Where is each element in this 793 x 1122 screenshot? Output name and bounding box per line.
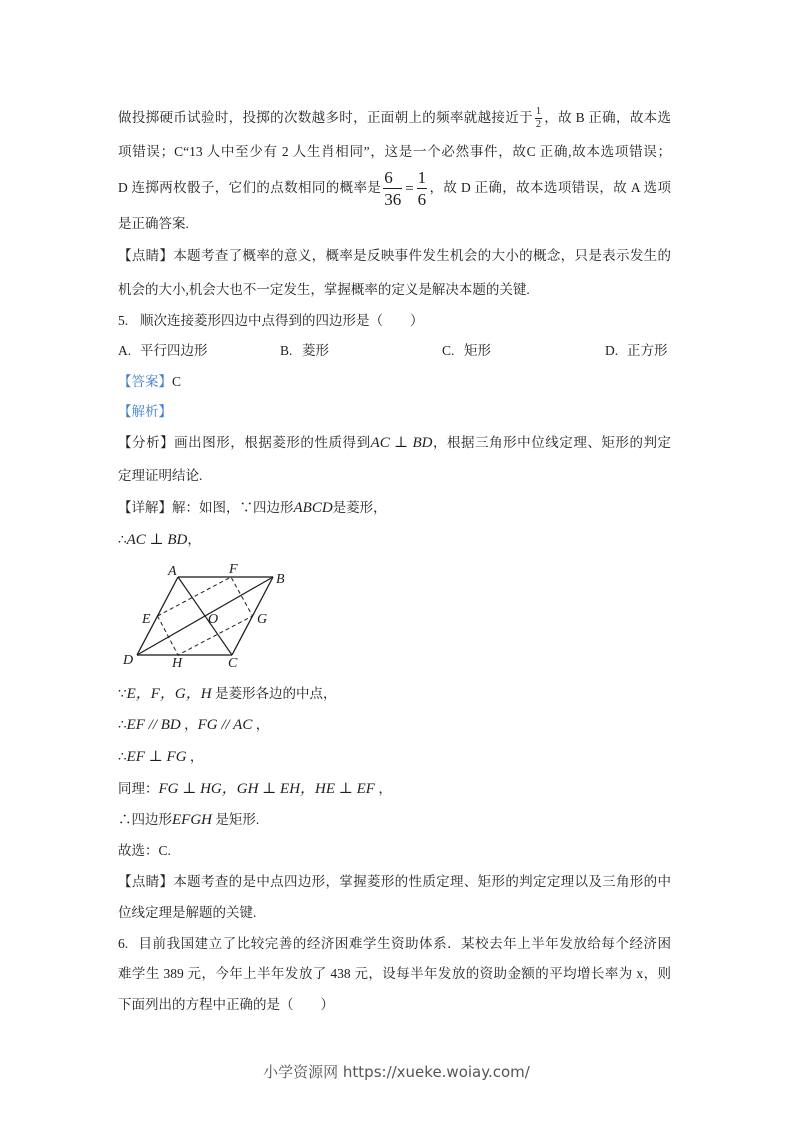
equals-sign: =	[405, 180, 414, 197]
text: ，根据三角形中位线定理、矩形的判定	[432, 435, 672, 450]
denominator: 2	[535, 119, 541, 131]
numerator: 1	[417, 168, 427, 188]
text: D 连掷两枚骰子，它们的点数相同的概率是	[118, 180, 382, 195]
q5-answer	[118, 371, 671, 393]
text: ，	[180, 717, 198, 732]
option-text: 正方形	[627, 343, 668, 358]
math-expression: FG // AC	[197, 717, 253, 733]
text: 画出图形，根据菱形的性质得到	[174, 435, 371, 450]
q6-stem-line-2: 难学生 389 元，今年上半年发放了 438 元，设每半年发放的资助金额的平均增长率为 x，则	[118, 966, 671, 981]
q4-explanation-line-3	[118, 168, 671, 210]
q5-step-2	[118, 683, 671, 705]
text: 解：如图，∵四边形	[172, 500, 294, 515]
denominator: 6	[417, 190, 427, 210]
math-expression: E，F，G，H	[126, 686, 212, 702]
math-expression: EF ⊥ FG	[126, 749, 187, 765]
comment-label: 【点睛】	[118, 248, 174, 263]
text: 做投掷硬币试验时，投掷的次数越多时，正面朝上的频率就越接近于	[118, 110, 533, 125]
comment-label: 【点睛】	[118, 874, 174, 889]
text: 同理：	[118, 781, 159, 796]
label-f: F	[229, 562, 238, 577]
q5-fenxi-line-2: 定理证明结论.	[118, 468, 203, 483]
text: 是矩形.	[212, 812, 260, 827]
q5-step-5	[118, 778, 671, 800]
q5-step-4	[118, 746, 671, 768]
option-letter: C.	[442, 343, 455, 358]
question-text: 目前我国建立了比较完善的经济困难学生资助体系．某校去年上半年发放给每个经济困	[138, 936, 671, 951]
q5-option-c	[442, 340, 491, 362]
q4-explanation-line-2: 项错误；C“13 人中至少有 2 人生肖相同”，这是一个必然事件，故C 正确,故本选项错误；	[118, 144, 671, 159]
math-expression: ABCD	[293, 500, 333, 516]
label-a: A	[168, 564, 177, 579]
footer-watermark: 小学资源网 https://xueke.woiay.com/	[263, 1063, 530, 1081]
math-expression: AC ⊥ BD	[126, 532, 188, 548]
q5-fenxi-line-1	[118, 432, 671, 454]
fraction-six-thirtysixths	[383, 169, 402, 208]
therefore-symbol: ∴	[118, 749, 127, 764]
text: ，	[186, 749, 204, 764]
label-d: D	[123, 653, 134, 668]
option-letter: D.	[605, 343, 619, 358]
fraction-one-half	[535, 107, 542, 130]
answer-label: 【答案】	[118, 374, 172, 389]
q4-explanation-line-4: 是正确答案.	[118, 216, 189, 231]
fenxi-label: 【分析】	[118, 435, 175, 450]
therefore-symbol: ∴	[118, 532, 127, 547]
q5-choice: 故选：C.	[118, 843, 171, 858]
math-expression: AC ⊥ BD	[370, 435, 433, 451]
label-c: C	[228, 656, 238, 671]
option-text: 矩形	[464, 343, 491, 358]
math-expression: FG ⊥ HG，GH ⊥ EH，HE ⊥ EF	[158, 781, 375, 797]
text: ∴四边形	[118, 812, 172, 827]
q5-option-d	[605, 340, 668, 362]
option-text: 菱形	[302, 343, 329, 358]
question-number: 6.	[118, 936, 129, 951]
q5-analysis-label: 【解析】	[118, 404, 172, 419]
q5-stem	[118, 310, 671, 332]
q6-stem-line-3: 下面列出的方程中正确的是（ ）	[118, 997, 334, 1012]
therefore-symbol: ∴	[118, 717, 127, 732]
numerator: 1	[535, 106, 541, 118]
math-expression: EF // BD	[126, 717, 181, 733]
question-text: 顺次连接菱形四边中点得到的四边形是（ ）	[140, 313, 424, 328]
question-number: 5.	[118, 313, 129, 328]
xiangjie-label: 【详解】	[118, 500, 172, 515]
fraction-one-sixth	[417, 169, 428, 208]
text: 本题考查的是中点四边形，掌握菱形的性质定理、矩形的判定定理以及三角形的中	[173, 874, 672, 889]
text: 本题考查了概率的意义，概率是反映事件发生机会的大小的概念，只是表示发生的	[173, 248, 672, 263]
q4-comment-line-2: 机会的大小,机会大也不一定发生，掌握概率的定义是解决本题的关键.	[118, 282, 530, 297]
q5-step-6	[118, 809, 671, 831]
option-letter: B.	[280, 343, 293, 358]
numerator: 6	[383, 169, 402, 189]
q4-comment-line-1	[118, 245, 671, 267]
text: ，故 D 正确，故本选项错误，故 A 选项	[429, 180, 671, 195]
option-letter: A.	[118, 343, 132, 358]
text: 是菱形，	[332, 500, 387, 515]
q5-step-3	[118, 714, 671, 736]
q4-explanation-line-1	[118, 107, 671, 129]
label-g: G	[257, 612, 268, 627]
rhombus-diagram	[115, 555, 305, 675]
because-symbol: ∵	[118, 686, 127, 701]
q5-xiangjie	[118, 497, 671, 519]
math-expression: EFGH	[172, 812, 212, 828]
denominator: 36	[384, 190, 402, 210]
q5-comment-line-2: 位线定理是解题的关键.	[118, 905, 257, 920]
option-text: 平行四边形	[140, 343, 208, 358]
q5-option-b	[280, 340, 329, 362]
label-e: E	[142, 612, 151, 627]
text: ，故 B 正确，故本选	[543, 110, 672, 125]
q5-option-a	[118, 340, 208, 362]
label-b: B	[276, 572, 285, 587]
answer-value: C	[172, 374, 182, 389]
q5-comment-line-1	[118, 871, 671, 893]
text: ，	[187, 532, 201, 547]
label-o: O	[208, 612, 219, 627]
q5-step-1	[118, 529, 671, 551]
label-h: H	[172, 656, 183, 671]
text: 是菱形各边的中点，	[211, 686, 337, 701]
text: ，	[374, 781, 392, 796]
text: ，	[252, 717, 270, 732]
q6-stem-line-1	[118, 933, 671, 955]
